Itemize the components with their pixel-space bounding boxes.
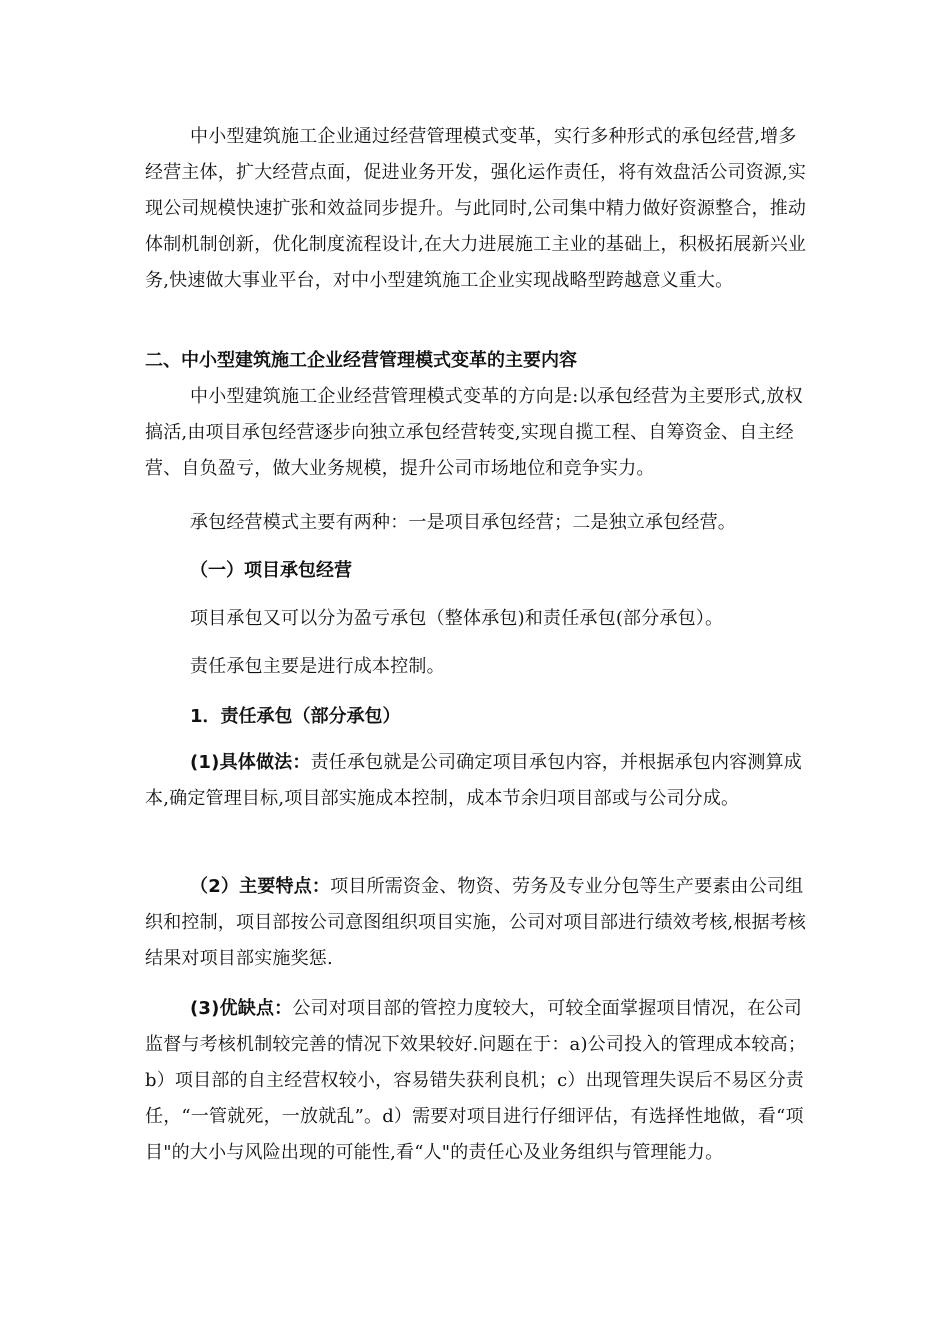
split-paragraph: 项目承包又可以分为盈亏承包（整体承包)和责任承包(部分承包）。: [190, 608, 724, 629]
item-1-heading: 1．责任承包（部分承包）: [190, 706, 401, 727]
two-modes-paragraph: 承包经营模式主要有两种：一是项目承包经营；二是独立承包经营。: [190, 512, 736, 533]
proscons-label: (3)优缺点：: [190, 998, 293, 1019]
practice-paragraph: [145, 745, 810, 817]
features-paragraph: [145, 869, 810, 977]
features-label: （2）主要特点：: [190, 876, 331, 897]
features-text: 项目所需资金、物资、劳务及专业分包等生产要素由公司组织和控制，项目部按公司意图组织项目实施，公司对项目部进行绩效考核,根据考核结果对项目部实施奖惩.: [145, 876, 807, 969]
proscons-text: 公司对项目部的管控力度较大，可较全面掌握项目情况，在公司监督与考核机制较完善的情况下效果较好.问题在于：a)公司投入的管理成本较高；b）项目部的自主经营权较小，容易错失获利良机；c）出现管理失误后不易区分责任，“一管就死，一放就乱”。d）需要对项目进行仔细评估，有选择性地做，看“项目"的大小与风险出现的可能性,看“人"的责任心及业务组织与管理能力。: [145, 998, 807, 1163]
practice-text: 责任承包就是公司确定项目承包内容，并根据承包内容测算成本,确定管理目标,项目部实施成本控制，成本节余归项目部或与公司分成。: [145, 752, 802, 809]
proscons-paragraph: [145, 991, 810, 1171]
cost-control-paragraph: 责任承包主要是进行成本控制。: [190, 656, 445, 677]
direction-paragraph: 中小型建筑施工企业经营管理模式变革的方向是:以承包经营为主要形式,放权搞活,由项目承包经营逐步向独立承包经营转变,实现自揽工程、自筹资金、自主经营、自负盈亏，做大业务规模，提升公司市场地位和竞争实力。: [145, 386, 803, 479]
section-2-heading: 二、中小型建筑施工企业经营管理模式变革的主要内容: [145, 350, 577, 371]
intro-paragraph: 中小型建筑施工企业通过经营管理模式变革，实行多种形式的承包经营,增多经营主体，扩大经营点面，促进业务开发，强化运作责任，将有效盘活公司资源,实现公司规模快速扩张和效益同步提升。与此同时,公司集中精力做好资源整合，推动体制机制创新，优化制度流程设计,在大力进展施工主业的基础上，积极拓展新兴业务,快速做大事业平台，对中小型建筑施工企业实现战略型跨越意义重大。: [145, 126, 807, 291]
subsection-1-heading: （一）项目承包经营: [190, 560, 352, 581]
practice-label: (1)具体做法：: [190, 752, 311, 773]
